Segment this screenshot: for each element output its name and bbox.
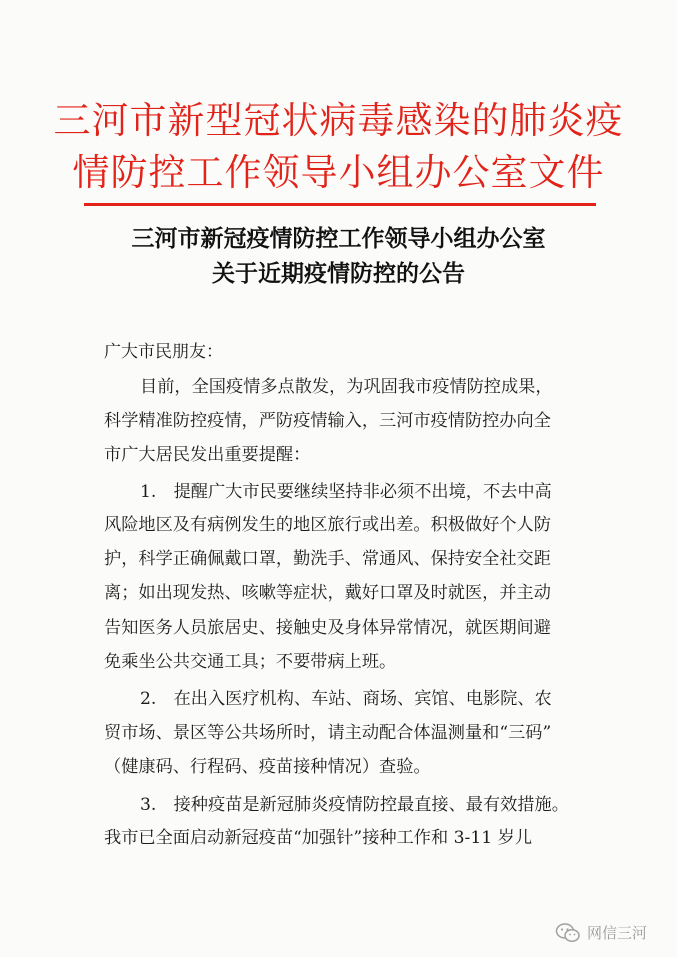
document-title-line-2: 关于近期疫情防控的公告: [212, 261, 465, 287]
body-line: 免乘坐公共交通工具；不要带病上班。: [104, 652, 397, 672]
watermark-text: 网信三河: [586, 924, 647, 942]
body-line: 科学精准防控疫情，严防疫情输入，三河市疫情防控办向全: [104, 411, 551, 431]
wechat-icon: [555, 923, 581, 943]
document-title: [0, 222, 677, 292]
document-title-line-1: 三河市新冠疫情防控工作领导小组办公室: [131, 226, 546, 252]
salutation: 广大市民朋友：: [104, 342, 223, 362]
masthead-line-2: 情防控工作领导小组办公室文件: [72, 151, 605, 194]
masthead-line-1: 三河市新型冠状病毒感染的肺炎疫: [53, 99, 624, 142]
body-line: 3. 接种疫苗是新冠肺炎疫情防控最直接、最有效措施。: [140, 795, 569, 815]
body-line: 贸市场、景区等公共场所时，请主动配合体温测量和“三码”: [104, 723, 552, 743]
body-line: 市广大居民发出重要提醒：: [104, 445, 311, 465]
body-line: 2. 在出入医疗机构、车站、商场、宾馆、电影院、农: [140, 689, 552, 709]
body-line: 告知医务人员旅居史、接触史及身体异常情况，就医期间避: [104, 618, 551, 638]
masthead: [0, 95, 677, 199]
red-divider-rule: [84, 203, 596, 206]
body-line: （健康码、行程码、疫苗接种情况）查验。: [104, 757, 431, 777]
watermark: [555, 922, 647, 943]
body-line: 1. 提醒广大市民要继续坚持非必须不出境，不去中高: [140, 482, 552, 502]
body-line: 护，科学正确佩戴口罩，勤洗手、常通风、保持安全社交距: [104, 549, 551, 569]
body-line: 离；如出现发热、咳嗽等症状，戴好口罩及时就医，并主动: [104, 583, 551, 603]
body-line: 风险地区及有病例发生的地区旅行或出差。积极做好个人防: [104, 515, 551, 535]
body-line: 目前，全国疫情多点散发，为巩固我市疫情防控成果，: [140, 377, 553, 397]
body-line: 我市已全面启动新冠疫苗“加强针”接种工作和 3-11 岁儿: [104, 828, 533, 848]
